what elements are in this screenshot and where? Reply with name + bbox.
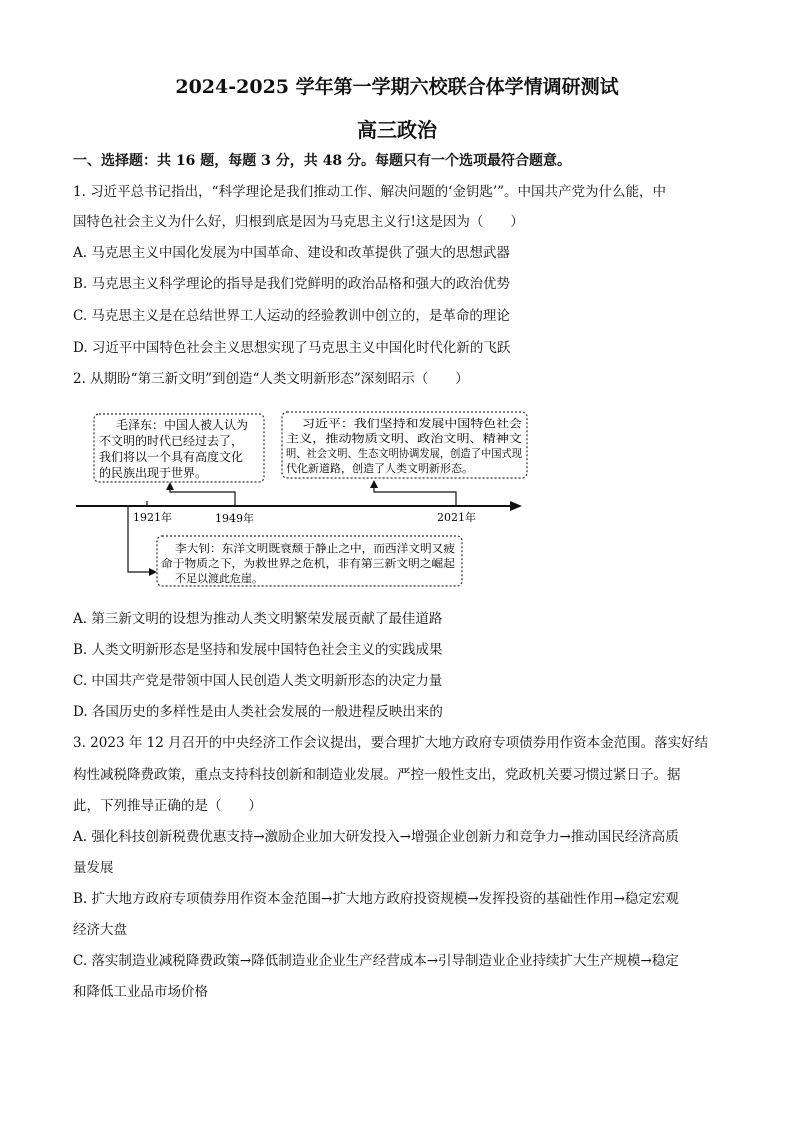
li-quote-line2: 命于物质之下，为救世界之危机，非有第三新文明之崛起 bbox=[161, 557, 436, 570]
q2-option-d: D. 各国历史的多样性是由人类社会发展的一般进程反映出来的 bbox=[73, 704, 443, 720]
li-quote-line3: 不足以渡此危崖。 bbox=[175, 572, 263, 585]
year-1949-label: 1949年 bbox=[215, 512, 254, 525]
q3-stem-line2: 构性减税降费政策，重点支持科技创新和制造业发展。严控一般性支出，党政机关要习惯过紧日子。据 bbox=[73, 767, 681, 783]
q2-option-c: C. 中国共产党是带领中国人民创造人类文明新形态的决定力量 bbox=[73, 673, 443, 689]
xi-quote-line4: 代化新道路，创造了人类文明新形态。 bbox=[286, 462, 473, 475]
q3-option-c-line1: C. 落实制造业减税降费政策→降低制造业企业生产经营成本→引导制造业企业持续扩大生产规模→稳定 bbox=[73, 953, 679, 969]
exam-title: 2024-2025 学年第一学期六校联合体学情调研测试 bbox=[175, 76, 619, 98]
q3-option-a-line2: 量发展 bbox=[73, 860, 114, 876]
q2-stem: 2. 从期盼“第三新文明”到创造“人类文明新形态”深刻昭示（ ） bbox=[73, 371, 469, 387]
q3-option-b-line2: 经济大盘 bbox=[73, 922, 127, 938]
year-1921-label: 1921年 bbox=[133, 511, 172, 524]
timeline-figure bbox=[0, 400, 794, 600]
exam-subject: 高三政治 bbox=[357, 118, 437, 142]
q3-option-a-line1: A. 强化科技创新税费优惠支持→激励企业加大研发投入→增强企业创新力和竞争力→推动国民经济高质 bbox=[73, 829, 679, 845]
q1-option-d: D. 习近平中国特色社会主义思想实现了马克思主义中国化时代化新的飞跃 bbox=[73, 340, 511, 356]
year-2021-label: 2021年 bbox=[437, 511, 476, 524]
mao-quote-line3: 我们将以一个具有高度文化 bbox=[99, 450, 244, 464]
q3-stem-line1: 3. 2023 年 12 月召开的中央经济工作会议提出，要合理扩大地方政府专项债券用作资本金范围。落实好结 bbox=[73, 735, 709, 751]
q2-option-b: B. 人类文明新形态是坚持和发展中国特色社会主义的实践成果 bbox=[73, 642, 443, 658]
q1-stem-line1: 1. 习近平总书记指出，“科学理论是我们推动工作、解决问题的‘金钥匙’”。中国共产党为什么能，中 bbox=[73, 184, 667, 200]
mao-quote-line1: 毛泽东：中国人被人认为 bbox=[116, 418, 249, 432]
timeline-arrowhead bbox=[510, 501, 522, 511]
q2-option-a: A. 第三新文明的设想为推动人类文明繁荣发展贡献了最佳道路 bbox=[73, 611, 443, 627]
xi-quote-line2: 主义，推动物质文明、政治文明、精神文 bbox=[286, 432, 484, 445]
xi-quote-line1: 习近平：我们坚持和发展中国特色社会 bbox=[302, 417, 489, 430]
q3-option-c-line2: 和降低工业品市场价格 bbox=[73, 984, 208, 1000]
section-heading: 一、选择题：共 16 题，每题 3 分，共 48 分。每题只有一个选项最符合题意。 bbox=[73, 153, 571, 169]
q1-option-a: A. 马克思主义中国化发展为中国革命、建设和改革提供了强大的思想武器 bbox=[73, 245, 510, 261]
q1-option-c: C. 马克思主义是在总结世界工人运动的经验教训中创立的，是革命的理论 bbox=[73, 308, 510, 324]
mao-quote-line2: 不文明的时代已经过去了， bbox=[99, 434, 244, 448]
q3-stem-line3: 此，下列推导正确的是（ ） bbox=[73, 798, 262, 814]
q3-option-b-line1: B. 扩大地方政府专项债券用作资本金范围→扩大地方政府投资规模→发挥投资的基础性作用→稳定宏观 bbox=[73, 891, 679, 907]
q1-option-b: B. 马克思主义科学理论的指导是我们党鲜明的政治品格和强大的政治优势 bbox=[73, 276, 511, 292]
mao-quote-line4: 的民族出现于世界。 bbox=[99, 466, 208, 480]
q1-stem-line2: 国特色社会主义为什么好，归根到底是因为马克思主义行!这是因为（ ） bbox=[73, 214, 524, 230]
xi-quote-line3: 明、社会文明、生态文明协调发展，创造了中国式现 bbox=[286, 447, 539, 460]
li-quote-line1: 李大钊：东洋文明既衰颓于静止之中，而西洋文明又疲 bbox=[175, 542, 439, 555]
connector-1949 bbox=[170, 486, 235, 506]
connector-2021 bbox=[374, 484, 456, 506]
